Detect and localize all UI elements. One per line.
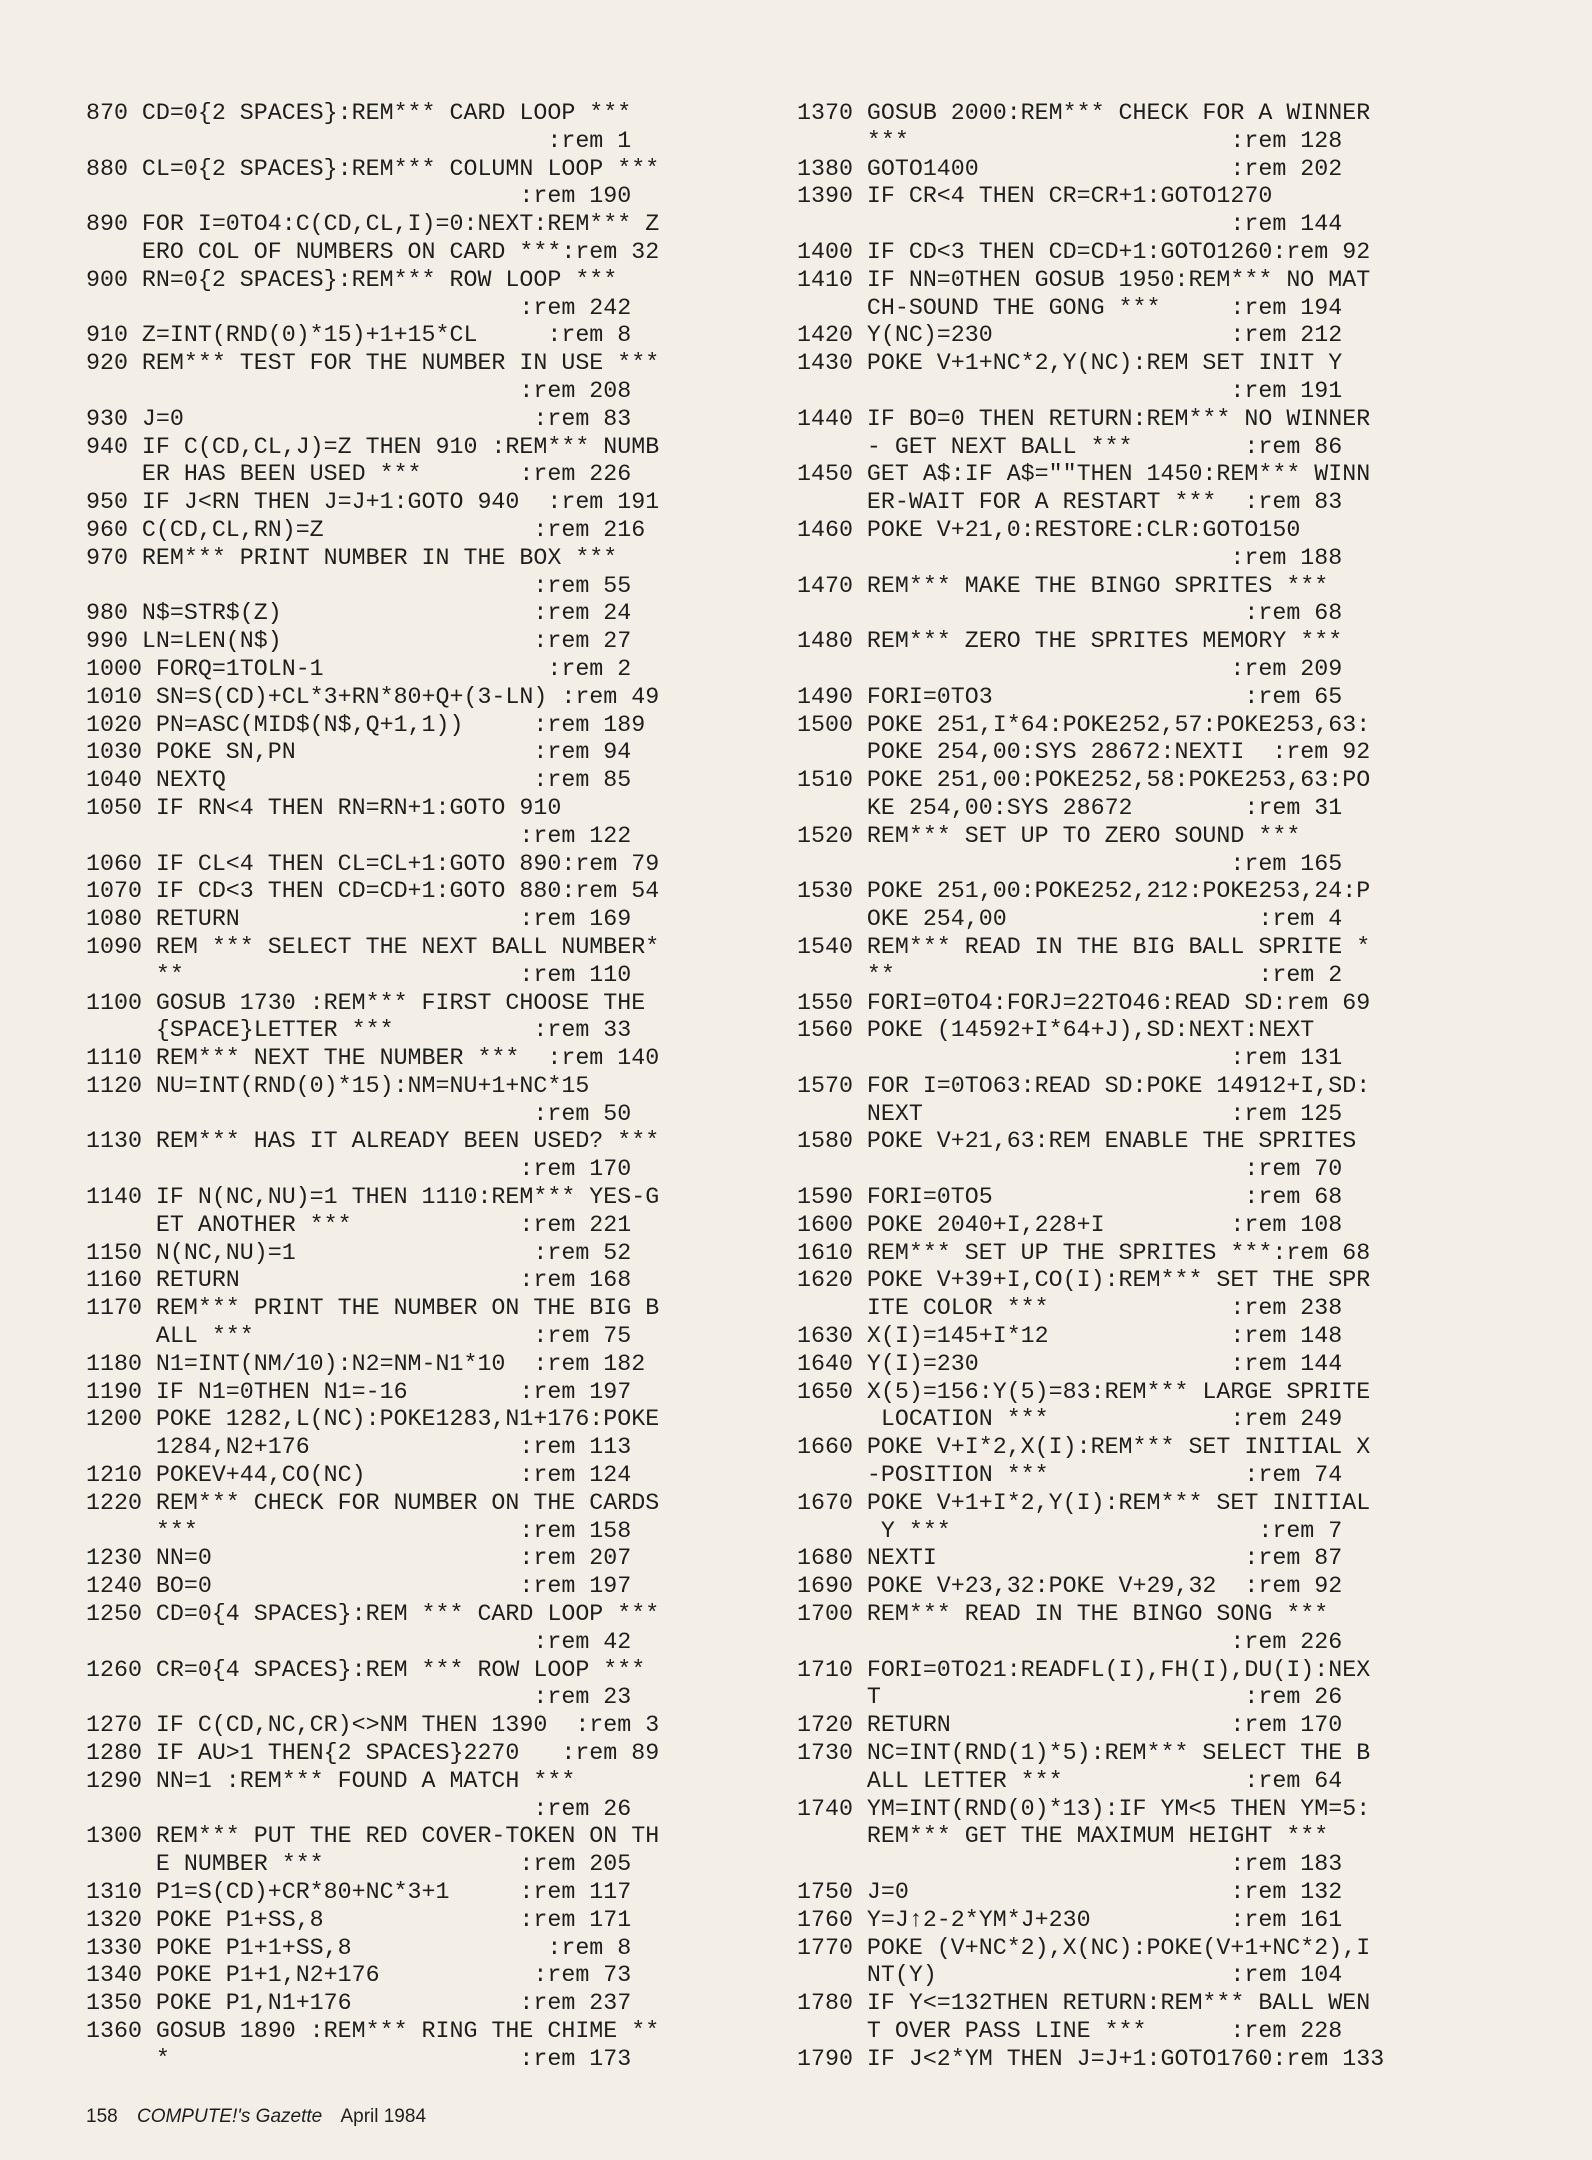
page-footer <box>86 2106 426 2128</box>
code-line: LOCATION *** :rem 249 <box>797 1406 1343 1433</box>
code-line: 1160 RETURN :rem 168 <box>86 1267 632 1294</box>
code-line: :rem 23 <box>86 1684 632 1711</box>
code-line: 1280 IF AU>1 THEN{2 SPACES}2270 :rem 89 <box>86 1740 660 1767</box>
code-line: 1760 Y=J↑2-2*YM*J+230 :rem 161 <box>797 1906 1343 1933</box>
code-line: 1620 POKE V+39+I,CO(I):REM*** SET THE SPR <box>797 1267 1371 1294</box>
code-line: 1270 IF C(CD,NC,CR)<>NM THEN 1390 :rem 3 <box>86 1712 660 1739</box>
code-line: *** :rem 128 <box>797 127 1343 154</box>
code-line: 1600 POKE 2040+I,228+I :rem 108 <box>797 1211 1343 1238</box>
code-line: 1284,N2+176 :rem 113 <box>86 1434 632 1461</box>
code-line: * :rem 173 <box>86 2045 632 2072</box>
code-line: 990 LN=LEN(N$) :rem 27 <box>86 628 632 655</box>
code-line: 1470 REM*** MAKE THE BINGO SPRITES *** <box>797 572 1329 599</box>
code-line: :rem 122 <box>86 822 632 849</box>
code-line: 1020 PN=ASC(MID$(N$,Q+1,1)) :rem 189 <box>86 711 646 738</box>
code-line: 1380 GOTO1400 :rem 202 <box>797 155 1343 182</box>
code-line: T :rem 26 <box>797 1684 1343 1711</box>
code-line: T OVER PASS LINE *** :rem 228 <box>797 2017 1343 2044</box>
code-line: 1680 NEXTI :rem 87 <box>797 1545 1343 1572</box>
code-line: 1440 IF BO=0 THEN RETURN:REM*** NO WINNER <box>797 405 1371 432</box>
code-line: 1590 FORI=0TO5 :rem 68 <box>797 1184 1343 1211</box>
code-line: :rem 226 <box>797 1628 1343 1655</box>
code-line: :rem 131 <box>797 1045 1343 1072</box>
code-line: 1080 RETURN :rem 169 <box>86 906 632 933</box>
publication-title: COMPUTE!'s Gazette <box>136 2106 323 2127</box>
code-line: :rem 1 <box>86 127 632 154</box>
listing-left-column <box>86 100 766 2074</box>
code-line: :rem 188 <box>797 544 1343 571</box>
code-line: 880 CL=0{2 SPACES}:REM*** COLUMN LOOP *** <box>86 155 660 182</box>
code-line: 1510 POKE 251,00:POKE252,58:POKE253,63:PO <box>797 767 1371 794</box>
code-line: 1640 Y(I)=230 :rem 144 <box>797 1350 1343 1377</box>
code-line: 910 Z=INT(RND(0)*15)+1+15*CL :rem 8 <box>86 322 632 349</box>
code-line: 1230 NN=0 :rem 207 <box>86 1545 632 1572</box>
code-line: -POSITION *** :rem 74 <box>797 1462 1343 1489</box>
code-line: 1150 N(NC,NU)=1 :rem 52 <box>86 1239 632 1266</box>
code-line: NEXT :rem 125 <box>797 1100 1343 1127</box>
code-line: 1050 IF RN<4 THEN RN=RN+1:GOTO 910 <box>86 794 562 821</box>
code-line: ER HAS BEEN USED *** :rem 226 <box>86 461 632 488</box>
code-line: 1300 REM*** PUT THE RED COVER-TOKEN ON TH <box>86 1823 660 1850</box>
code-line: 1290 NN=1 :REM*** FOUND A MATCH *** <box>86 1767 576 1794</box>
code-line: 1250 CD=0{4 SPACES}:REM *** CARD LOOP *** <box>86 1601 660 1628</box>
code-line: POKE 254,00:SYS 28672:NEXTI :rem 92 <box>797 739 1371 766</box>
code-line: 1530 POKE 251,00:POKE252,212:POKE253,24:P <box>797 878 1371 905</box>
code-line: 1630 X(I)=145+I*12 :rem 148 <box>797 1323 1343 1350</box>
code-line: 950 IF J<RN THEN J=J+1:GOTO 940 :rem 191 <box>86 489 660 516</box>
code-line: ITE COLOR *** :rem 238 <box>797 1295 1343 1322</box>
code-line: 1780 IF Y<=132THEN RETURN:REM*** BALL WEN <box>797 1990 1371 2017</box>
code-line: 1140 IF N(NC,NU)=1 THEN 1110:REM*** YES-G <box>86 1184 660 1211</box>
code-line: :rem 165 <box>797 850 1343 877</box>
code-line: 1720 RETURN :rem 170 <box>797 1712 1343 1739</box>
code-line: 1500 POKE 251,I*64:POKE252,57:POKE253,63: <box>797 711 1371 738</box>
code-line: 1320 POKE P1+SS,8 :rem 171 <box>86 1906 632 1933</box>
code-line: 1750 J=0 :rem 132 <box>797 1879 1343 1905</box>
code-line: :rem 183 <box>797 1851 1343 1878</box>
code-line: 1410 IF NN=0THEN GOSUB 1950:REM*** NO MAT <box>797 266 1371 293</box>
code-line: 1130 REM*** HAS IT ALREADY BEEN USED? *** <box>86 1128 660 1155</box>
code-line: 1200 POKE 1282,L(NC):POKE1283,N1+176:POKE <box>86 1406 660 1433</box>
code-line: :rem 50 <box>86 1100 632 1127</box>
code-line: :rem 209 <box>797 655 1343 682</box>
code-line: :rem 26 <box>86 1795 632 1822</box>
code-line: 1070 IF CD<3 THEN CD=CD+1:GOTO 880:rem 54 <box>86 878 660 905</box>
code-line: 1710 FORI=0TO21:READFL(I),FH(I),DU(I):NEX <box>797 1656 1371 1683</box>
code-line: 1610 REM*** SET UP THE SPRITES ***:rem 68 <box>797 1239 1371 1266</box>
code-line: ** :rem 110 <box>86 961 632 988</box>
code-line: 890 FOR I=0TO4:C(CD,CL,I)=0:NEXT:REM*** Z <box>86 211 660 238</box>
code-line: 1190 IF N1=0THEN N1=-16 :rem 197 <box>86 1378 632 1405</box>
code-line: :rem 55 <box>86 572 632 599</box>
code-line: 1650 X(5)=156:Y(5)=83:REM*** LARGE SPRITE <box>797 1378 1371 1405</box>
code-line: ET ANOTHER *** :rem 221 <box>86 1211 632 1238</box>
code-line: *** :rem 158 <box>86 1517 632 1544</box>
code-line: :rem 144 <box>797 211 1343 238</box>
code-line: 1210 POKEV+44,CO(NC) :rem 124 <box>86 1462 632 1489</box>
code-line: 1180 N1=INT(NM/10):N2=NM-N1*10 :rem 182 <box>86 1350 646 1377</box>
code-line: 1330 POKE P1+1+SS,8 :rem 8 <box>86 1934 632 1961</box>
code-line: 1010 SN=S(CD)+CL*3+RN*80+Q+(3-LN) :rem 49 <box>86 683 660 710</box>
code-line: KE 254,00:SYS 28672 :rem 31 <box>797 794 1343 821</box>
code-line: 1420 Y(NC)=230 :rem 212 <box>797 322 1343 349</box>
code-line: NT(Y) :rem 104 <box>797 1962 1343 1989</box>
code-line: 1480 REM*** ZERO THE SPRITES MEMORY *** <box>797 628 1343 655</box>
code-line: 1660 POKE V+I*2,X(I):REM*** SET INITIAL X <box>797 1434 1371 1461</box>
code-line: 1090 REM *** SELECT THE NEXT BALL NUMBER* <box>86 933 660 960</box>
code-line: 1690 POKE V+23,32:POKE V+29,32 :rem 92 <box>797 1573 1343 1600</box>
code-line: 1490 FORI=0TO3 :rem 65 <box>797 683 1343 710</box>
code-line: :rem 170 <box>86 1156 632 1183</box>
code-line: REM*** GET THE MAXIMUM HEIGHT *** <box>797 1823 1329 1850</box>
code-line: 1240 BO=0 :rem 197 <box>86 1573 632 1600</box>
code-line: 1350 POKE P1,N1+176 :rem 237 <box>86 1990 632 2017</box>
code-line: 1430 POKE V+1+NC*2,Y(NC):REM SET INIT Y <box>797 350 1343 377</box>
code-line: 1550 FORI=0TO4:FORJ=22TO46:READ SD:rem 69 <box>797 989 1371 1016</box>
code-line: 1570 FOR I=0TO63:READ SD:POKE 14912+I,SD: <box>797 1072 1371 1099</box>
code-line: 1400 IF CD<3 THEN CD=CD+1:GOTO1260:rem 92 <box>797 238 1371 265</box>
code-line: {SPACE}LETTER *** :rem 33 <box>86 1017 632 1044</box>
code-line: :rem 242 <box>86 294 632 321</box>
code-line: 1700 REM*** READ IN THE BINGO SONG *** <box>797 1601 1329 1628</box>
code-line: 1260 CR=0{4 SPACES}:REM *** ROW LOOP *** <box>86 1656 646 1683</box>
code-line: 930 J=0 :rem 83 <box>86 405 632 432</box>
code-line: :rem 68 <box>797 600 1343 627</box>
code-line: 1120 NU=INT(RND(0)*15):NM=NU+1+NC*15 <box>86 1072 590 1099</box>
code-line: 1540 REM*** READ IN THE BIG BALL SPRITE * <box>797 933 1371 960</box>
code-line: ALL *** :rem 75 <box>86 1323 632 1350</box>
code-line: 1060 IF CL<4 THEN CL=CL+1:GOTO 890:rem 79 <box>86 850 660 877</box>
code-line: 1390 IF CR<4 THEN CR=CR+1:GOTO1270 <box>797 183 1273 210</box>
code-line: 1460 POKE V+21,0:RESTORE:CLR:GOTO150 <box>797 516 1301 543</box>
code-line: :rem 191 <box>797 377 1343 404</box>
code-line: 980 N$=STR$(Z) :rem 24 <box>86 600 632 627</box>
listing-right-column <box>797 100 1482 2074</box>
code-line: 1790 IF J<2*YM THEN J=J+1:GOTO1760:rem 133 <box>797 2045 1385 2072</box>
code-line: 1740 YM=INT(RND(0)*13):IF YM<5 THEN YM=5: <box>797 1795 1371 1822</box>
code-line: 1580 POKE V+21,63:REM ENABLE THE SPRITES <box>797 1128 1357 1155</box>
code-line: 1770 POKE (V+NC*2),X(NC):POKE(V+1+NC*2),I <box>797 1934 1371 1961</box>
code-line: ER-WAIT FOR A RESTART *** :rem 83 <box>797 489 1343 516</box>
code-line: :rem 70 <box>797 1156 1343 1183</box>
code-line: ** :rem 2 <box>797 961 1343 988</box>
code-line: CH-SOUND THE GONG *** :rem 194 <box>797 294 1343 321</box>
code-line: 1110 REM*** NEXT THE NUMBER *** :rem 140 <box>86 1045 660 1072</box>
code-line: 1030 POKE SN,PN :rem 94 <box>86 739 632 766</box>
code-line: 940 IF C(CD,CL,J)=Z THEN 910 :REM*** NUMB <box>86 433 660 460</box>
code-line: 1670 POKE V+1+I*2,Y(I):REM*** SET INITIAL <box>797 1489 1371 1516</box>
code-line: Y *** :rem 7 <box>797 1517 1343 1544</box>
code-line: 960 C(CD,CL,RN)=Z :rem 216 <box>86 516 646 543</box>
code-line: 1310 P1=S(CD)+CR*80+NC*3+1 :rem 117 <box>86 1879 632 1905</box>
code-line: 1000 FORQ=1TOLN-1 :rem 2 <box>86 655 632 682</box>
code-line: 1450 GET A$:IF A$=""THEN 1450:REM*** WINN <box>797 461 1371 488</box>
code-line: 900 RN=0{2 SPACES}:REM*** ROW LOOP *** <box>86 266 618 293</box>
code-line: 1730 NC=INT(RND(1)*5):REM*** SELECT THE B <box>797 1740 1371 1767</box>
code-line: ERO COL OF NUMBERS ON CARD ***:rem 32 <box>86 238 660 265</box>
code-line: 1520 REM*** SET UP TO ZERO SOUND *** <box>797 822 1301 849</box>
code-line: OKE 254,00 :rem 4 <box>797 906 1343 933</box>
issue-date: April 1984 <box>340 2106 427 2127</box>
code-line: 1370 GOSUB 2000:REM*** CHECK FOR A WINNER <box>797 100 1371 126</box>
code-line: 1100 GOSUB 1730 :REM*** FIRST CHOOSE THE <box>86 989 646 1016</box>
code-line: ALL LETTER *** :rem 64 <box>797 1767 1343 1794</box>
code-line: 870 CD=0{2 SPACES}:REM*** CARD LOOP *** <box>86 100 632 126</box>
code-line: 1360 GOSUB 1890 :REM*** RING THE CHIME ** <box>86 2017 660 2044</box>
code-line: 920 REM*** TEST FOR THE NUMBER IN USE *** <box>86 350 660 377</box>
code-line: :rem 190 <box>86 183 632 210</box>
code-line: 1340 POKE P1+1,N2+176 :rem 73 <box>86 1962 632 1989</box>
code-line: 1040 NEXTQ :rem 85 <box>86 767 632 794</box>
code-line: :rem 42 <box>86 1628 632 1655</box>
code-line: - GET NEXT BALL *** :rem 86 <box>797 433 1343 460</box>
code-line: 1220 REM*** CHECK FOR NUMBER ON THE CARDS <box>86 1489 660 1516</box>
code-line: :rem 208 <box>86 377 632 404</box>
code-line: E NUMBER *** :rem 205 <box>86 1851 632 1878</box>
code-line: 1170 REM*** PRINT THE NUMBER ON THE BIG B <box>86 1295 660 1322</box>
code-line: 970 REM*** PRINT NUMBER IN THE BOX *** <box>86 544 618 571</box>
page-number: 158 <box>86 2106 118 2127</box>
code-line: 1560 POKE (14592+I*64+J),SD:NEXT:NEXT <box>797 1017 1315 1044</box>
